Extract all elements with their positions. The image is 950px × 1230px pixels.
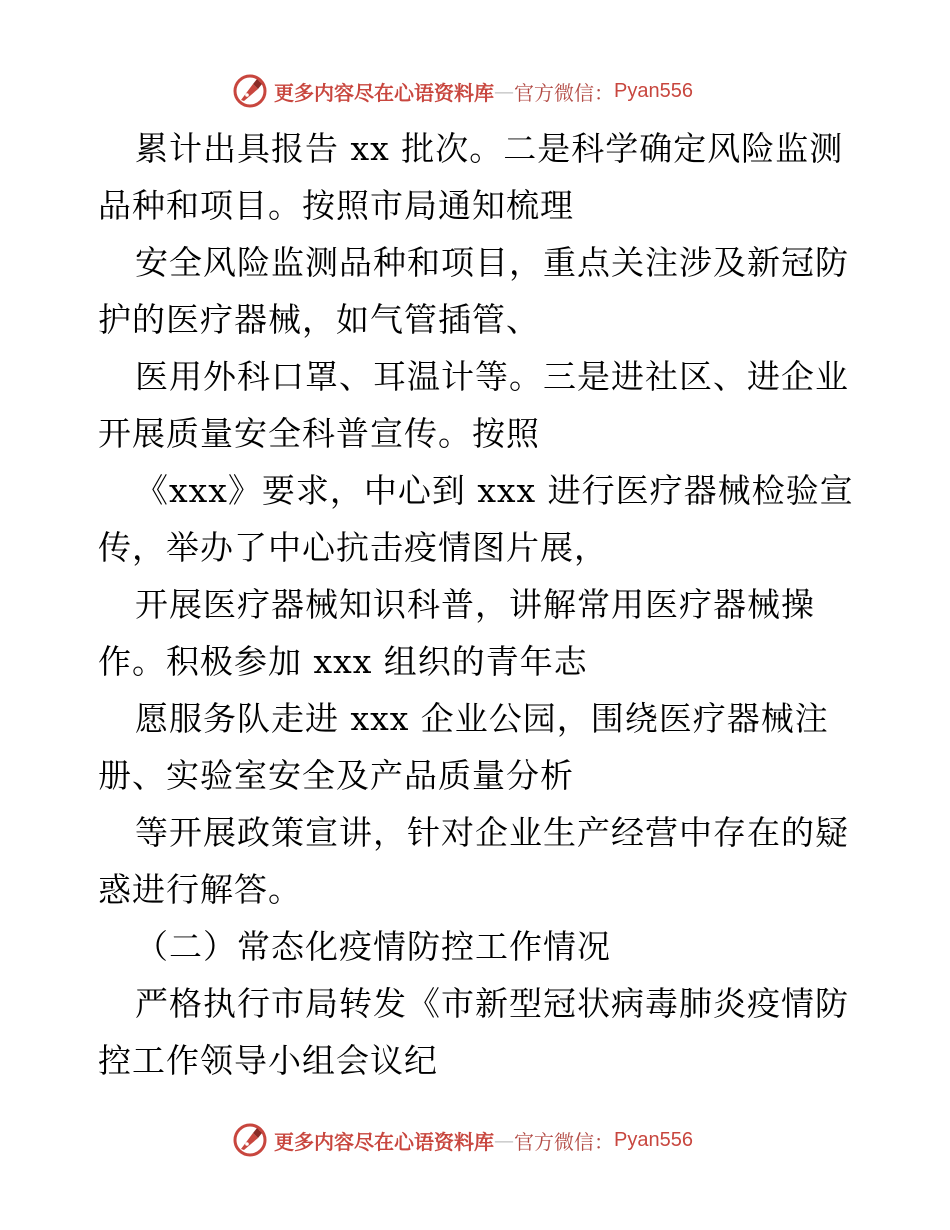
watermark-official-label: 官方微信： — [514, 80, 614, 105]
header-watermark — [232, 71, 693, 111]
watermark-separator: — — [494, 1128, 514, 1152]
document-body — [98, 120, 858, 1089]
body-line: 愿服务队走进 xxx 企业公园，围绕医疗器械注 — [135, 699, 829, 738]
footer-watermark — [232, 1120, 693, 1160]
body-line: 传，举办了中心抗击疫情图片展， — [98, 528, 608, 567]
watermark-official-label: 官方微信： — [514, 1129, 614, 1154]
body-line: 严格执行市局转发《市新型冠状病毒肺炎疫情防 — [135, 984, 849, 1023]
body-line: 惑进行解答。 — [98, 870, 302, 909]
watermark-site-text: 更多内容尽在心语资料库 — [274, 80, 494, 105]
body-line: 累计出具报告 xx 批次。二是科学确定风险监测 — [135, 129, 844, 168]
pen-nib-logo-icon — [232, 1122, 268, 1158]
pen-nib-logo-icon — [232, 73, 268, 109]
body-line: 控工作领导小组会议纪 — [98, 1041, 438, 1080]
body-line: 等开展政策宣讲，针对企业生产经营中存在的疑 — [135, 813, 849, 852]
body-line: 作。积极参加 xxx 组织的青年志 — [98, 642, 588, 681]
body-line: 安全风险监测品种和项目，重点关注涉及新冠防 — [135, 243, 849, 282]
body-line: 《xxx》要求，中心到 xxx 进行医疗器械检验宣 — [135, 471, 854, 510]
watermark-wechat-id: Pyan556 — [614, 79, 693, 102]
body-line: 品种和项目。按照市局通知梳理 — [98, 186, 574, 225]
watermark-site-text: 更多内容尽在心语资料库 — [274, 1129, 494, 1154]
watermark-separator: — — [494, 79, 514, 103]
body-line: 护的医疗器械，如气管插管、 — [98, 300, 540, 339]
body-line: 开展医疗器械知识科普，讲解常用医疗器械操 — [135, 585, 815, 624]
body-line: 开展质量安全科普宣传。按照 — [98, 414, 540, 453]
section-heading: （二）常态化疫情防控工作情况 — [135, 927, 611, 966]
body-line: 医用外科口罩、耳温计等。三是进社区、进企业 — [135, 357, 849, 396]
body-line: 册、实验室安全及产品质量分析 — [98, 756, 574, 795]
watermark-wechat-id: Pyan556 — [614, 1128, 693, 1151]
